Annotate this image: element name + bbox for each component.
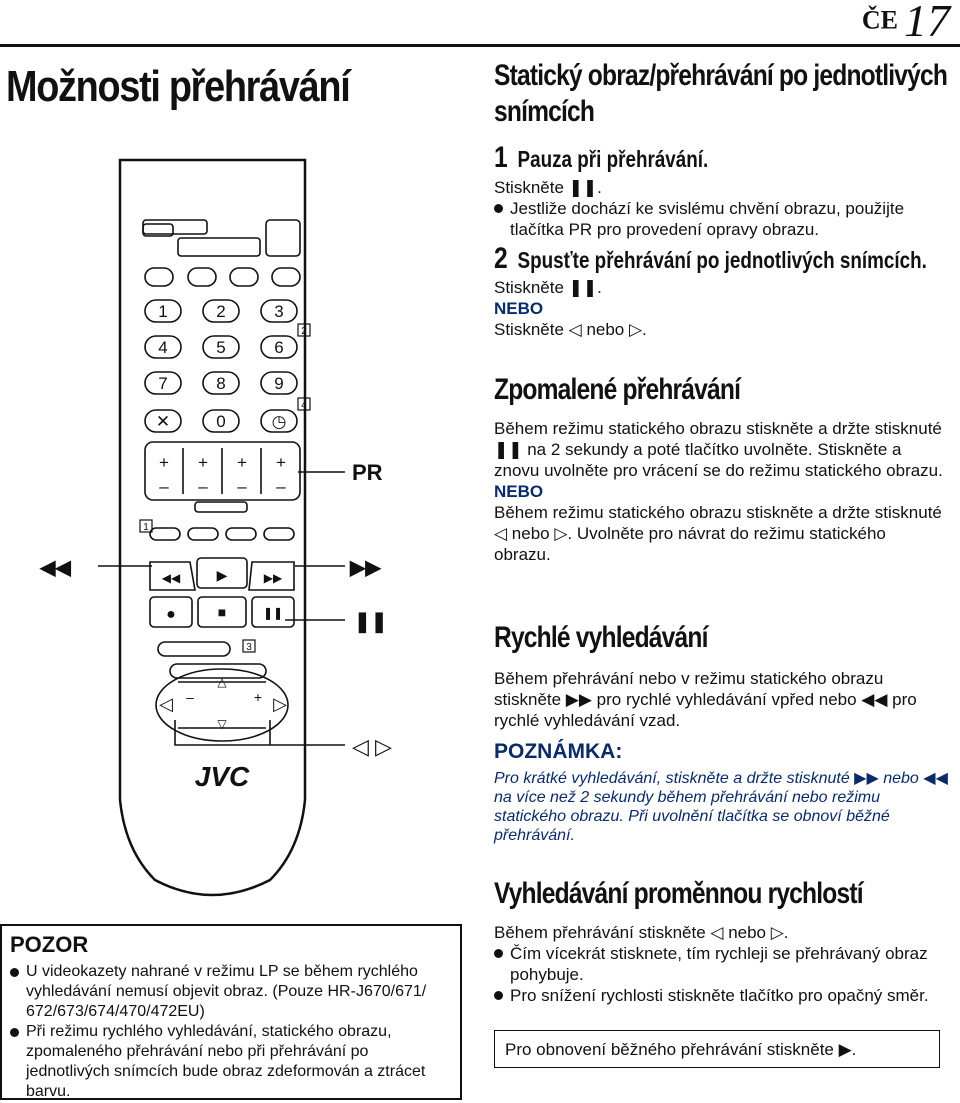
header-rule: [0, 44, 960, 47]
rew-label: ◀◀: [40, 557, 71, 579]
search-title: Rychlé vyhledávání: [494, 621, 708, 654]
svg-text:–: –: [237, 477, 247, 496]
step2-heading: [494, 244, 927, 275]
svg-text:–: –: [186, 689, 194, 705]
variable-title: Vyhledávání proměnnou rychlostí: [494, 877, 863, 910]
svg-text:+: +: [237, 453, 247, 472]
step1-title: Pauza při přehrávání.: [517, 146, 709, 172]
variable-bullet-1: Čím vícekrát stisknete, tím rychleji se přehrávaný obraz pohybuje.: [494, 943, 946, 985]
language-code: ČE: [861, 5, 898, 35]
slow-p1: Během režimu statického obrazu stiskněte a držte stisknuté ❚❚ na 2 sekundy a poté tlačítko uvolněte. Stiskněte a znovu uvolněte pro vrácení se do režimu statického obrazu.: [494, 419, 943, 480]
caution-bullet-1: U videokazety nahrané v režimu LP se během rychlého vyhledávání nemusí objevit obraz. (Pouze HR-J670/671/ 672/673/674/470/472EU): [10, 962, 452, 1022]
resume-note-box: Pro obnovení běžného přehrávání stiskněte ▶.: [494, 1030, 940, 1068]
page-header: [862, 0, 950, 47]
remote-key-0: 0: [216, 412, 226, 431]
variable-p1: Během přehrávání stiskněte ◁ nebo ▷.: [494, 923, 789, 942]
remote-display: [178, 238, 260, 256]
remote-slot: [143, 220, 207, 234]
step1-heading: [494, 143, 708, 174]
svg-text:△: △: [217, 675, 227, 689]
callout-3: 3: [246, 642, 252, 653]
step2-body: [494, 277, 946, 340]
remote-key-5: 5: [216, 338, 226, 357]
step2-title: Spusťte přehrávání po jednotlivých snímcích.: [517, 247, 927, 273]
svg-text:–: –: [159, 477, 169, 496]
svg-text:▽: ▽: [217, 717, 227, 731]
remote-key-4: 4: [158, 338, 168, 357]
remote-key-1: 1: [158, 302, 168, 321]
slow-body: [494, 418, 946, 565]
variable-bullet-2: Pro snížení rychlosti stiskněte tlačítko pro opačný směr.: [494, 985, 946, 1006]
variable-body: [494, 922, 946, 1006]
caution-box: [0, 924, 462, 1100]
remote-key-3: 3: [274, 302, 284, 321]
svg-text:✕: ✕: [155, 412, 171, 431]
remote-illustration: [0, 150, 470, 910]
callout-4: 4: [301, 400, 307, 411]
svg-text:❚❚: ❚❚: [262, 606, 284, 620]
svg-text:■: ■: [217, 604, 227, 620]
svg-text:+: +: [276, 453, 286, 472]
remote-key-6: 6: [274, 338, 284, 357]
svg-text:◁: ◁: [159, 694, 173, 714]
remote-key-9: 9: [274, 374, 284, 393]
note-text: Pro krátké vyhledávání, stiskněte a držte stisknuté ▶▶ nebo ◀◀ na více než 2 sekundy během přehrávání nebo režimu statického obrazu. Při uvolnění tlačítka se obnoví běžné přehrávání.: [494, 770, 948, 844]
step1-body: [494, 177, 946, 240]
search-body: Během přehrávání nebo v režimu statického obrazu stiskněte ▶▶ pro rychlé vyhledávání vpřed nebo ◀◀ pro rychlé vyhledávání vzad.: [494, 669, 917, 730]
callout-1: 1: [143, 522, 149, 533]
caution-bullet-2: Při režimu rychlého vyhledávání, statického obrazu, zpomaleného přehrávání nebo při přehrávání po jednotlivých snímcích bude obraz zdeformován a ztrácet barvu.: [10, 1022, 452, 1102]
step2-line1: Stiskněte ❚❚.: [494, 278, 602, 297]
note-title: POZNÁMKA:: [494, 740, 623, 763]
slow-or: NEBO: [494, 482, 544, 501]
step2-or: NEBO: [494, 299, 544, 318]
svg-text:▷: ▷: [273, 694, 287, 714]
remote-key-7: 7: [158, 374, 168, 393]
caution-title: POZOR: [10, 932, 89, 957]
svg-text:▶: ▶: [216, 567, 228, 583]
svg-text:+: +: [159, 453, 169, 472]
svg-text:▶▶: ▶▶: [263, 571, 283, 585]
step1-bullet: Jestliže dochází ke svislému chvění obrazu, použijte tlačítka PR pro provedení opravy obrazu.: [494, 198, 946, 240]
step2-line2: Stiskněte ◁ nebo ▷.: [494, 320, 647, 339]
step1-number: 1: [494, 141, 508, 174]
step1-line: Stiskněte ❚❚.: [494, 178, 602, 197]
page-number: 17: [904, 0, 950, 46]
svg-text:●: ●: [166, 606, 176, 623]
remote-power-button: [266, 220, 300, 256]
step2-number: 2: [494, 242, 508, 275]
svg-text:+: +: [198, 453, 208, 472]
slow-p2: Během režimu statického obrazu stiskněte a držte stisknuté ◁ nebo ▷. Uvolněte pro návrat do režimu statického obrazu.: [494, 503, 942, 564]
remote-key-8: 8: [216, 374, 226, 393]
svg-text:+: +: [253, 689, 263, 705]
svg-text:◀◀: ◀◀: [161, 571, 181, 585]
page-title: Možnosti přehrávání: [6, 62, 350, 111]
still-section-title: Statický obraz/přehrávání po jednotlivých snímcích: [494, 59, 948, 128]
svg-text:–: –: [198, 477, 208, 496]
svg-text:◷: ◷: [271, 412, 287, 431]
arrows-label: ◁ ▷: [352, 734, 392, 759]
pause-label: ❚❚: [354, 611, 388, 633]
pr-label: PR: [352, 460, 383, 485]
callout-2: 2: [301, 326, 307, 337]
slow-title: Zpomalené přehrávání: [494, 373, 741, 406]
remote-key-2: 2: [216, 302, 226, 321]
svg-text:–: –: [276, 477, 286, 496]
ff-label: ▶▶: [350, 557, 381, 579]
jvc-logo: JVC: [194, 761, 250, 792]
